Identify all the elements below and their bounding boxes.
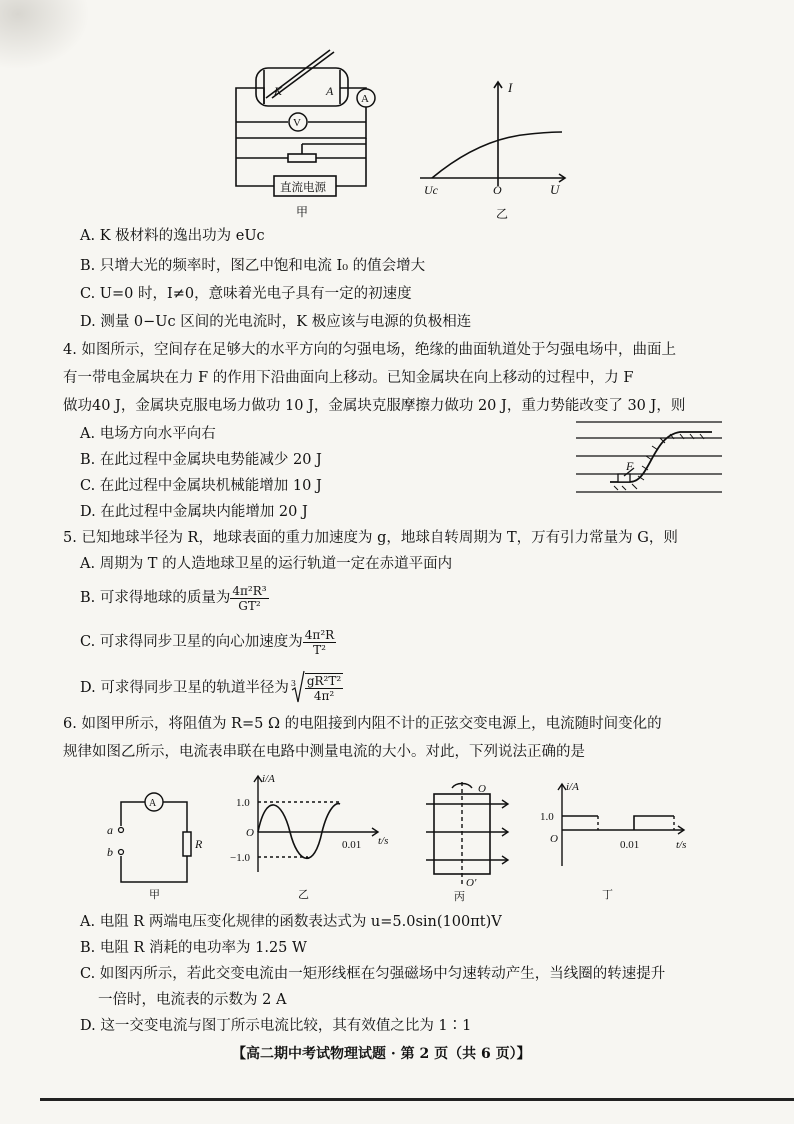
fraction-numerator: gR²T² [306, 674, 342, 688]
root-index: 3 [290, 679, 296, 688]
tick-x-ding: 0.01 [620, 839, 640, 851]
caption-yi: 乙 [496, 207, 509, 221]
q6-option-c-line-2: 一倍时，电流表的示数为 2 A [98, 992, 287, 1008]
label-k: K [274, 84, 283, 98]
q4-option-d: D. 在此过程中金属块内能增加 20 J [80, 504, 308, 520]
fraction-earth-mass [230, 584, 268, 613]
ammeter-label: A [149, 798, 157, 809]
q3-option-d: D. 测量 0−Uc 区间的光电流时，K 极应该与电源的负极相连 [80, 314, 472, 330]
voltmeter-label: V [293, 117, 301, 129]
caption-yi-2: 乙 [298, 889, 309, 901]
origin-ding: O [550, 833, 558, 845]
q4-option-a: A. 电场方向水平向右 [80, 426, 216, 442]
origin-yi: O [246, 827, 254, 839]
curved-track-figure [576, 416, 726, 506]
q5-stem: 5. 已知地球半径为 R，地球表面的重力加速度为 g，地球自转周期为 T，万有引力常量为 G，则 [63, 530, 678, 546]
terminal-b: b [107, 845, 113, 859]
q6-option-d: D. 这一交变电流与图丁所示电流比较，其有效值之比为 1∶1 [80, 1018, 472, 1034]
ac-circuit-jia [105, 790, 205, 900]
q6-option-c-line-1: C. 如图丙所示，若此交变电流由一矩形线框在匀强磁场中匀速转动产生，当线圈的转速提升 [80, 966, 666, 982]
bottom-rule [40, 1098, 794, 1101]
axis-i-yi: i/A [262, 773, 275, 785]
q5-option-c-text: C. 可求得同步卫星的向心加速度为 [80, 634, 303, 650]
q6-stem-line-1: 6. 如图甲所示，将阻值为 R=5 Ω 的电阻接到内阻不计的正弦交变电源上，电流随时间变化的 [63, 716, 662, 732]
pulse-current-ding [536, 780, 696, 902]
terminal-a: a [107, 823, 113, 837]
axis-t-ding: t/s [676, 839, 687, 851]
axis-i: I [508, 80, 513, 95]
sine-current-graph-yi [228, 772, 398, 902]
fraction-denominator: T² [313, 642, 326, 657]
fraction-acceleration [303, 628, 336, 657]
q6-option-a: A. 电阻 R 两端电压变化规律的函数表达式为 u=5.0sin(100πt)V [80, 914, 502, 930]
q3-option-a: A. K 极材料的逸出功为 eUc [80, 228, 265, 244]
label-uc: Uc [424, 183, 438, 197]
axis-t-yi: t/s [378, 835, 389, 847]
axis-o-prime: O′ [466, 877, 477, 889]
tick-bottom-yi: −1.0 [230, 852, 250, 864]
q4-stem-line-2: 有一带电金属块在力 F 的作用下沿曲面向上移动。已知金属块在向上移动的过程中，力 F [63, 370, 634, 386]
caption-bing: 丙 [454, 891, 465, 903]
q4-stem-line-1: 4. 如图所示，空间存在足够大的水平方向的匀强电场，绝缘的曲面轨道处于匀强电场中，曲面上 [63, 342, 676, 358]
caption-ding: 丁 [602, 889, 613, 901]
page-footer: 【高二期中考试物理试题 · 第 2 页（共 6 页）】 [232, 1046, 531, 1062]
label-a: A [326, 84, 334, 98]
q4-option-c: C. 在此过程中金属块机械能增加 10 J [80, 478, 322, 494]
axis-u: U [550, 182, 560, 197]
q5-option-b-text: B. 可求得地球的质量为 [80, 590, 231, 606]
tick-top-yi: 1.0 [236, 797, 250, 809]
scan-smudge [0, 0, 90, 70]
q3-option-c: C. U=0 时，I≠0，意味着光电子具有一定的初速度 [80, 286, 412, 302]
q6-stem-line-2: 规律如图乙所示，电流表串联在电路中测量电流的大小。对此，下列说法正确的是 [63, 744, 585, 760]
tick-top-ding: 1.0 [540, 811, 554, 823]
fraction-numerator: 4π²R [304, 627, 335, 642]
rotating-coil-bing [416, 780, 516, 902]
ammeter-label: A [361, 93, 369, 105]
resistor-label: R [195, 837, 203, 851]
force-label: F [626, 459, 634, 473]
q5-option-b [80, 580, 269, 616]
origin-o: O [493, 183, 502, 197]
q6-option-b: B. 电阻 R 消耗的电功率为 1.25 W [80, 940, 307, 956]
caption-jia: 甲 [296, 205, 309, 219]
tick-x-yi: 0.01 [342, 839, 362, 851]
q5-option-d-text: D. 可求得同步卫星的轨道半径为 [80, 680, 289, 696]
fraction-radius [305, 673, 343, 703]
axis-i-ding: i/A [566, 781, 579, 793]
q4-option-b: B. 在此过程中金属块电势能减少 20 J [80, 452, 322, 468]
fraction-denominator: 4π² [313, 689, 335, 703]
fraction-numerator: 4π²R³ [232, 583, 267, 598]
source-label: 直流电源 [280, 182, 326, 194]
q5-option-d [80, 670, 343, 706]
caption-jia-2: 甲 [149, 889, 160, 901]
cube-root [289, 670, 343, 706]
q3-option-b: B. 只增大光的频率时，图乙中饱和电流 I₀ 的值会增大 [80, 258, 426, 274]
axis-o: O [478, 783, 486, 795]
q5-option-c [80, 624, 336, 660]
q4-stem-line-3: 做功40 J，金属块克服电场力做功 10 J，金属块克服摩擦力做功 20 J，重力势能改变了 30 J，则 [63, 398, 686, 414]
iu-graph-yi [420, 78, 580, 223]
q5-option-a: A. 周期为 T 的人造地球卫星的运行轨道一定在赤道平面内 [80, 556, 453, 572]
circuit-figure-jia [226, 50, 396, 220]
fraction-denominator: GT² [238, 598, 261, 613]
